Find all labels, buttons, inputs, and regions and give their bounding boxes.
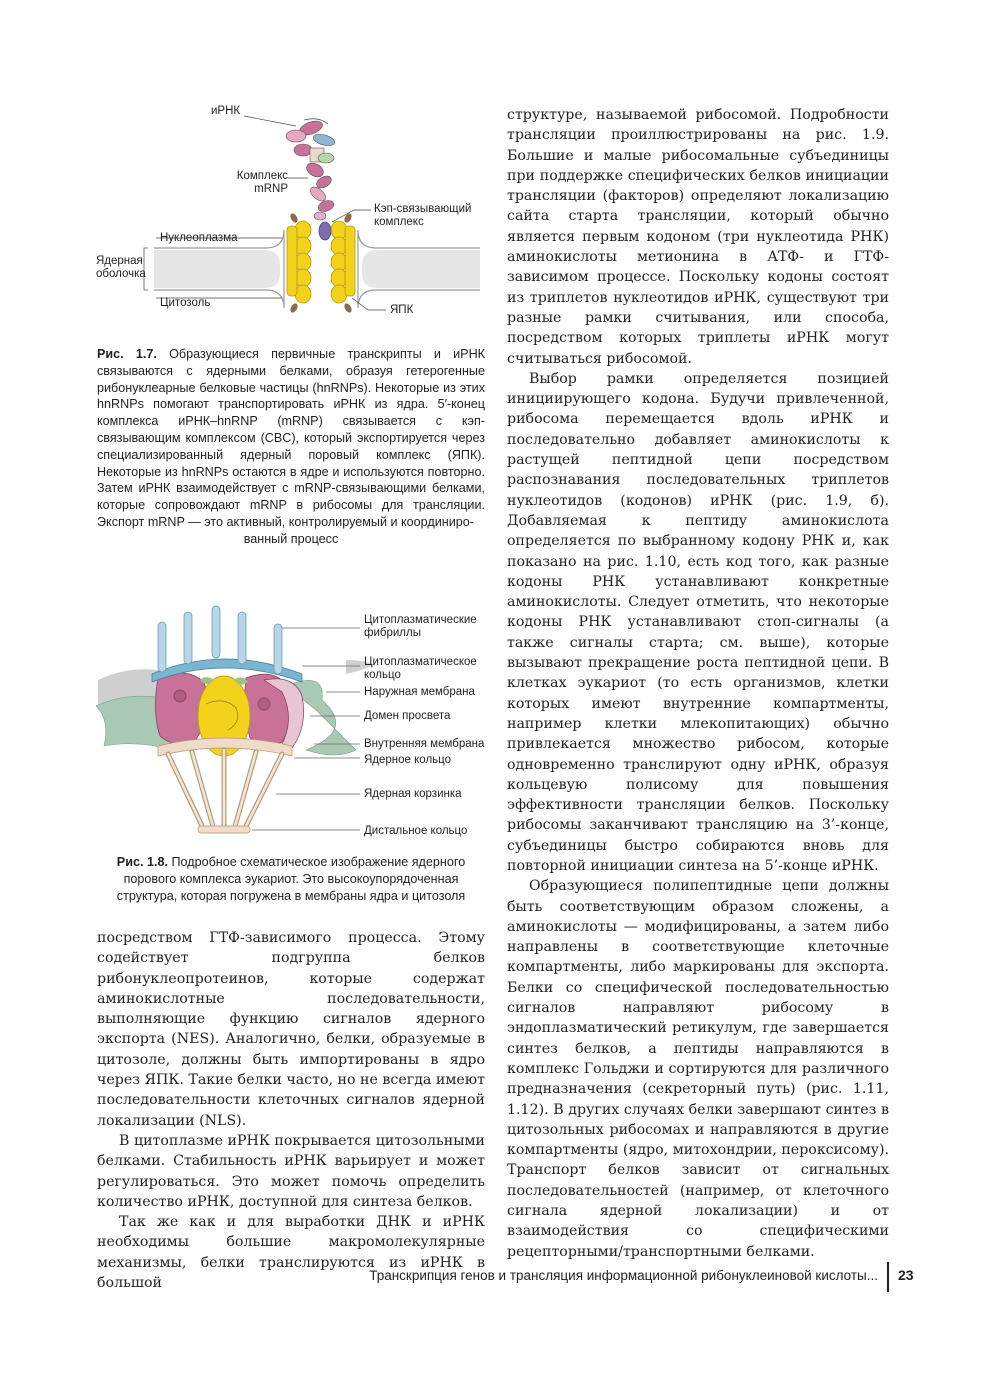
label-outer-membrane: Наружная мембрана xyxy=(364,686,475,698)
right-column xyxy=(507,105,889,1262)
right-paragraph: Выбор рамки определяется позицией инициирующего кодона. Будучи привлеченной, рибосома перемещается вдоль иРНК и последовательно добавляет аминокислоты к растущей пептидной цепи посредством распознавания последовательных триплетов нуклеотидов (кодонов) иРНК (рис. 1.9, б). Добавляемая к пептиду аминокислота определяется по выбранному кодону РНК и, как показано на рис. 1.10, есть код того, как разные кодоны РНК устанавливают конкретные аминокислоты. Следует отметить, что некоторые кодоны РНК устанавливают стоп-сигналы (а также сигналы старта; см. выше), которые вызывают прекращение роста пептидной цепи. В клетках эукариот (то есть организмов, клетки которых имеют внутренние компартменты, например клетки млекопитающих) обычно привлекается множество рибосом, которые одновременно транслируют одну иРНК, образуя кольцевую полисому для повышения эффективности трансляции белков. Поскольку рибосомы заканчивают трансляцию на 3’-конце, субъединицы быстро собираются вновь для повторной инициации синтеза на 5’-конце иРНК. xyxy=(507,370,889,874)
left-column xyxy=(97,928,485,1293)
cap-binding-complex-shape xyxy=(319,222,331,240)
npc-right xyxy=(331,221,355,303)
nuclear-basket-inner xyxy=(168,750,282,830)
figure-1-7 xyxy=(96,98,486,338)
page-footer xyxy=(0,1262,1000,1292)
label-fibrils: Цитоплазматические фибриллы xyxy=(364,614,477,639)
figure-1-7-caption-text: Образующиеся первичные транскрипты и иРНК связываются с ядерными белками, образуя гетерогенные рибонуклеарные белковые частицы (hnRNPs). Некоторые из этих hnRNPs помогают транспортировать иРНК из ядра. 5′-конец комплекса иРНК–hnRNP (mRNP) связывается с кэп-связывающим комплексом (CBC), который экспортируется через специализированный ядерный поровый комплекс (ЯПК). Некоторые из hnRNPs остаются в ядре и используются повторно. Затем иРНК взаимодействует с mRNP-связывающими белками, которые сопровождают mRNP в рибосомы для трансляции. Экспорт mRNP — это активный, контролируемый и координиро- xyxy=(97,347,485,529)
label-irnk: иРНК xyxy=(211,105,241,117)
right-paragraph: структуре, называемой рибосомой. Подробности трансляции проиллюстрированы на рис. 1.9. Большие и малые рибосомальные субъединицы при поддержке специфических белков инициации трансляции (факторов) определяют локализацию сайта старта трансляции, который обычно является первым кодоном (три нуклеотида РНК) аминокислоты метионина в АТФ- и ГТФ-зависимом процессе. Поскольку кодоны состоят из триплетов нуклеотидов иРНК, существуют три разные рамки считывания, или способа, посредством которых триплеты иРНК могут считываться рибосомой. xyxy=(507,107,889,367)
mrnp-chain xyxy=(286,118,336,220)
distal-ring xyxy=(198,826,250,833)
left-paragraph: Так же как и для выработки ДНК и иРНК необходимы большие макромолекулярные механизмы, белки транслируются из иРНК в большой xyxy=(97,1214,485,1292)
label-nucleoplasm: Нуклеоплазма xyxy=(160,232,238,244)
label-cytosol: Цитозоль xyxy=(160,297,211,309)
left-paragraph: В цитоплазме иРНК покрывается цитозольными белками. Стабильность иРНК варьирует и может регулироваться. Это может помочь определить количество иРНК, доступной для синтеза белков. xyxy=(97,1132,485,1210)
left-paragraph: посредством ГТФ-зависимого процесса. Этому содействует подгруппа белков рибонуклеопротеинов, которые содержат аминокислотные последовательности, выполняющие функцию сигналов ядерного экспорта (NES). Аналогично, белки, образуемые в цитозоле, должны быть импортированы в ядро через ЯПК. Такие белки часто, но не всегда имеют последовательности клеточных сигналов ядерной локализации (NLS). xyxy=(97,930,485,1129)
figure-1-8-caption xyxy=(97,854,485,904)
right-paragraph: Образующиеся полипептидные цепи должны быть соответствующим образом сложены, а аминокислоты — модифицированы, а затем либо направлены в соответствующие клеточные компартменты, либо маркированы для экспорта. Белки со специфической последовательностью сигналов направляют рибосому в эндоплазматический ретикулум, где завершается синтез белков, а пептиды направляются в комплекс Гольджи и сортируются для различного предназначения (секреторный путь) (рис. 1.11, 1.12). В других случаях белки завершают синтез в цитозольных рибосомах и направляются в другие компартменты (ядро, митохондрии, пероксисому). Транспорт белков зависит от сигнальных последовательностей (например, от клеточного сигнала ядерной локализации) и от взаимодействия со специфическими рецепторными/транспортными белками. xyxy=(507,878,889,1260)
figure-1-8-caption-label: Рис. 1.8. xyxy=(116,855,168,869)
label-npc: ЯПК xyxy=(390,304,414,316)
membrane-fill xyxy=(154,250,480,288)
figure-1-7-caption xyxy=(97,346,485,548)
label-nuclear-envelope: Ядерная оболочка xyxy=(96,255,146,280)
label-nuclear-basket: Ядерная корзинка xyxy=(364,788,462,800)
figure-1-8-caption-text: Подробное схематическое изображение ядерного порового комплекса эукариот. Это высокоупорядоченная структура, которая погружена в мембраны ядра и цитозоля xyxy=(116,855,466,903)
label-inner-membrane: Внутренняя мембрана xyxy=(364,738,485,750)
label-distal-ring: Дистальное кольцо xyxy=(364,825,468,837)
label-cap-binding: Кэп-связывающий комплекс xyxy=(374,203,472,228)
label-lumen-domain: Домен просвета xyxy=(364,710,451,722)
figure-1-8 xyxy=(96,600,486,850)
figure-1-7-caption-last: ванный процесс xyxy=(243,531,339,546)
figure-1-7-caption-label: Рис. 1.7. xyxy=(97,347,157,361)
npc-left xyxy=(287,221,311,303)
page-number: 23 xyxy=(898,1267,914,1283)
label-nuclear-ring: Ядерное кольцо xyxy=(364,754,452,766)
footer-separator xyxy=(887,1262,889,1292)
label-mrnp-complex: Комплекс mRNP xyxy=(236,170,288,195)
label-cytoplasmic-ring: Цитоплазматическое кольцо xyxy=(364,656,477,681)
running-title: Транскрипция генов и трансляция информационной рибонуклеиновой кислоты... xyxy=(369,1268,878,1283)
